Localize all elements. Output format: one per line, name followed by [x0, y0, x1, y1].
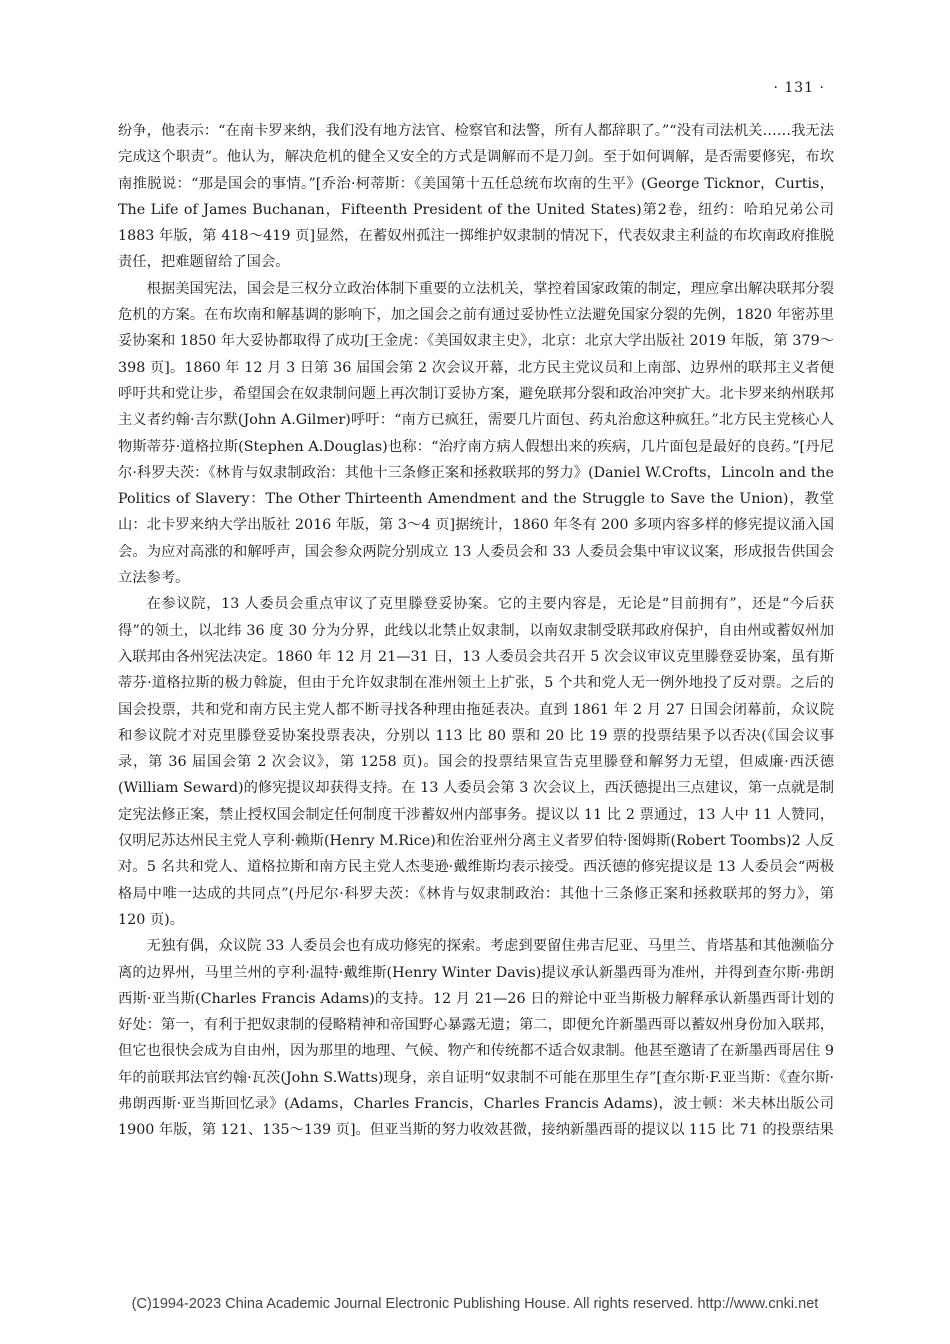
paragraph-continued: 纷争，他表示：“在南卡罗来纳，我们没有地方法官、检察官和法警，所有人都辞职了。”“没有司法机关……我无法完成这个职责”。他认为，解决危机的健全又安全的方式是调解而不是刀剑。至于如何调解，是否需要修宪，布坎南推脱说：“那是国会的事情。”[乔治·柯蒂斯：《美国第十五任总统布坎南的生平》(George Ticknor，Curtis，The Life of James Buchanan，Fifteenth President of the United States)第2卷，纽约：哈珀兄弟公司 1883 年版，第 418～419 页]显然，在蓄奴州孤注一掷维护奴隶制的情况下，代表奴隶主利益的布坎南政府推脱责任，把难题留给了国会。 [118, 123, 834, 271]
article-body [118, 118, 834, 1144]
copyright-footer: (C)1994-2023 China Academic Journal Electronic Publishing House. All rights reserved. http://www.cnki.net [131, 1296, 819, 1312]
paragraph: 无独有偶，众议院 33 人委员会也有成功修宪的探索。考虑到要留住弗吉尼亚、马里兰、肯塔基和其他濒临分离的边界州，马里兰州的亨利·温特·戴维斯(Henry Winter Davis)提议承认新墨西哥为准州，并得到查尔斯·弗朗西斯·亚当斯(Charles Francis Adams)的支持。12 月 21—26 日的辩论中亚当斯极力解释承认新墨西哥计划的好处：第一，有利于把奴隶制的侵略精神和帝国野心暴露无遗；第二，即便允许新墨西哥以蓄奴州身份加入联邦，但它也很快会成为自由州，因为那里的地理、气候、物产和传统都不适合奴隶制。他甚至邀请了在新墨西哥居住 9 年的前联邦法官约翰·瓦茨(John S.Watts)现身，亲自证明“奴隶制不可能在那里生存”[查尔斯·F.亚当斯：《查尔斯·弗朗西斯·亚当斯回忆录》(Adams，Charles Francis，Charles Francis Adams)，波士顿：米夫林出版公司 1900 年版，第 121、135～139 页]。但亚当斯的努力收效甚微，接纳新墨西哥的提议以 115 比 71 的投票结果 [118, 938, 834, 1139]
paragraph: 在参议院，13 人委员会重点审议了克里滕登妥协案。它的主要内容是，无论是“目前拥有”，还是“今后获得”的领土，以北纬 36 度 30 分为分界，此线以北禁止奴隶制，以南奴隶制受联邦政府保护，自由州或蓄奴州加入联邦由各州宪法决定。1860 年 12 月 21—31 日，13 人委员会共召开 5 次会议审议克里滕登妥协案，虽有斯蒂芬·道格拉斯的极力斡旋，但由于允许奴隶制在准州领土上扩张，5 个共和党人无一例外地投了反对票。之后的国会投票，共和党和南方民主党人都不断寻找各种理由拖延表决。直到 1861 年 2 月 27 日国会闭幕前，众议院和参议院才对克里滕登妥协案投票表决，分别以 113 比 80 票和 20 比 19 票的投票结果予以否决(《国会议事录，第 36 届国会第 2 次会议》，第 1258 页)。国会的投票结果宣告克里滕登和解努力无望，但威廉·西沃德(William Seward)的修宪提议却获得支持。在 13 人委员会第 3 次会议上，西沃德提出三点建议，第一点就是制定宪法修正案，禁止授权国会制定任何制度干涉蓄奴州内部事务。提议以 11 比 2 票通过，13 人中 11 人赞同，仅明尼苏达州民主党人亨利·赖斯(Henry M.Rice)和佐治亚州分离主义者罗伯特·图姆斯(Robert Toombs)2 人反对。5 名共和党人、道格拉斯和南方民主党人杰斐逊·戴维斯均表示接受。西沃德的修宪提议是 13 人委员会“两极格局中唯一达成的共同点”(丹尼尔·科罗夫茨：《林肯与奴隶制政治：其他十三条修正案和拯救联邦的努力》，第 120 页)。 [118, 596, 834, 928]
paragraph: 根据美国宪法，国会是三权分立政治体制下重要的立法机关，掌控着国家政策的制定，理应拿出解决联邦分裂危机的方案。在布坎南和解基调的影响下，加之国会之前有通过妥协性立法避免国家分裂的先例，1820 年密苏里妥协案和 1850 年大妥协都取得了成功[王金虎：《美国奴隶主史》，北京：北京大学出版社 2019 年版，第 379～398 页]。1860 年 12 月 3 日第 36 届国会第 2 次会议开幕，北方民主党议员和上南部、边界州的联邦主义者便呼吁共和党让步，希望国会在奴隶制问题上再次制订妥协方案，避免联邦分裂和政治冲突扩大。北卡罗来纳州联邦主义者约翰·吉尔默(John A.Gilmer)呼吁：“南方已疯狂，需要几片面包、药丸治愈这种疯狂。”北方民主党核心人物斯蒂芬·道格拉斯(Stephen A.Douglas)也称：“治疗南方病人假想出来的疾病，几片面包是最好的良药。”[丹尼尔·科罗夫茨：《林肯与奴隶制政治：其他十三条修正案和拯救联邦的努力》(Daniel W.Crofts，Lincoln and the Politics of Slavery：The Other Thirteenth Amendment and the Struggle to Save the Union)，教堂山：北卡罗来纳大学出版社 2016 年版，第 3～4 页]据统计，1860 年冬有 200 多项内容多样的修宪提议涌入国会。为应对高涨的和解呼声，国会参众两院分别成立 13 人委员会和 33 人委员会集中审议议案，形成报告供国会立法参考。 [118, 280, 834, 587]
page-number: · 131 · [773, 80, 825, 96]
